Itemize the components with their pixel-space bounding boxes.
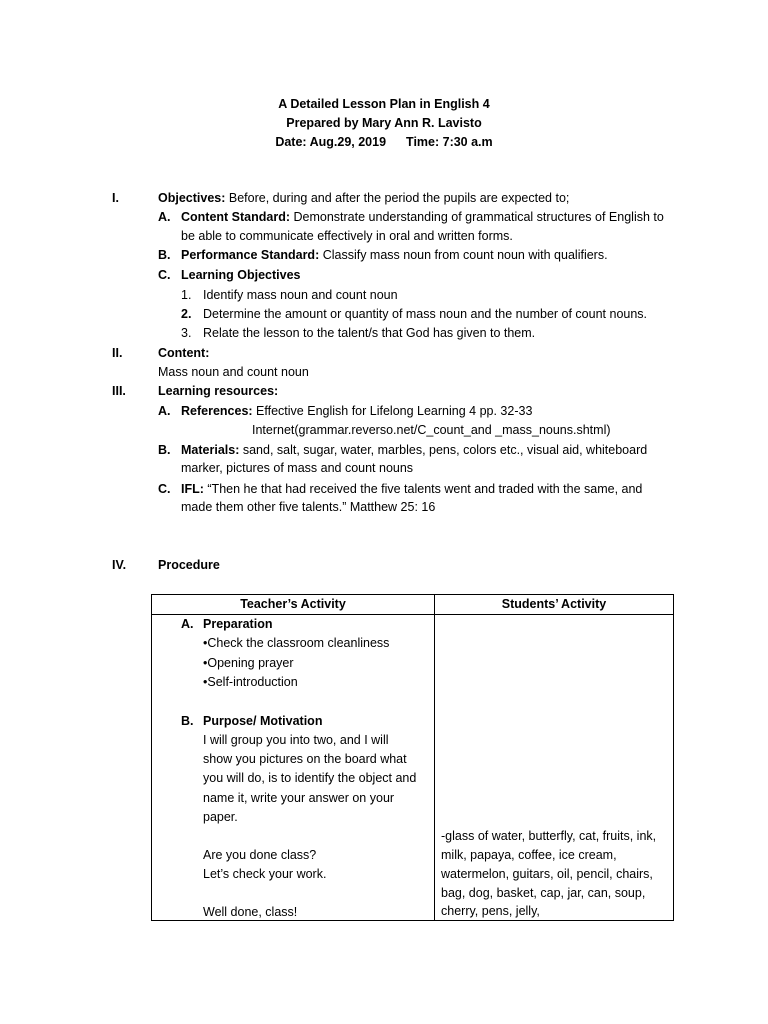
teacher-instruction: Let’s check your work. xyxy=(203,867,327,881)
teacher-activity-cell xyxy=(152,615,435,921)
learning-objectives-marker: C. xyxy=(158,268,171,282)
document-title: A Detailed Lesson Plan in English 4 xyxy=(278,97,490,111)
objective-item: Relate the lesson to the talent/s that God has given to them. xyxy=(203,326,536,340)
student-answer-line: milk, papaya, coffee, ice cream, xyxy=(441,848,617,862)
date-time-line xyxy=(0,132,768,152)
motivation-text: paper. xyxy=(203,810,238,824)
teacher-activity-header: Teacher’s Activity xyxy=(152,595,435,615)
time-text: Time: 7:30 a.m xyxy=(406,135,493,149)
ifl-line xyxy=(181,480,642,499)
ifl-text: “Then he that had received the five talents went and traded with the same, and xyxy=(203,482,643,496)
objective-item: Determine the amount or quantity of mass noun and the number of count nouns. xyxy=(203,307,648,321)
materials-text: sand, salt, sugar, water, marbles, pens, colors etc., visual aid, whiteboard xyxy=(239,443,648,457)
motivation-label: Purpose/ Motivation xyxy=(203,714,323,728)
section-numeral-2: II. xyxy=(112,346,123,360)
prepared-by: Prepared by Mary Ann R. Lavisto xyxy=(286,116,482,130)
student-answer-line: -glass of water, butterfly, cat, fruits, ink, xyxy=(441,829,657,843)
motivation-text: show you pictures on the board what xyxy=(203,752,407,766)
procedure-label: Procedure xyxy=(158,558,220,572)
table-header-row xyxy=(152,595,674,615)
table-row xyxy=(152,615,674,921)
materials-line xyxy=(181,441,647,460)
preparation-marker: A. xyxy=(181,617,194,631)
references-internet: Internet(grammar.reverso.net/C_count_and _mass_nouns.shtml) xyxy=(252,423,611,437)
references-label: References: xyxy=(181,404,253,418)
ifl-marker: C. xyxy=(158,482,171,496)
content-standard-text-cont: be able to communicate effectively in oral and written forms. xyxy=(181,229,513,243)
content-label: Content: xyxy=(158,346,210,360)
preparation-label: Preparation xyxy=(203,617,273,631)
students-activity-cell xyxy=(435,615,674,921)
motivation-text: I will group you into two, and I will xyxy=(203,733,389,747)
objectives-label: Objectives: xyxy=(158,191,226,205)
resources-label: Learning resources: xyxy=(158,384,279,398)
content-standard-label: Content Standard: xyxy=(181,210,291,224)
learning-objectives-label: Learning Objectives xyxy=(181,268,301,282)
objective-num: 3. xyxy=(181,326,192,340)
objective-num: 1. xyxy=(181,288,192,302)
section-numeral-4: IV. xyxy=(112,558,127,572)
section-numeral-1: I. xyxy=(112,191,119,205)
materials-marker: B. xyxy=(158,443,171,457)
objectives-line xyxy=(158,189,569,208)
performance-standard-text: Classify mass noun from count noun with qualifiers. xyxy=(319,248,608,262)
content-standard-text: Demonstrate understanding of grammatical structures of English to xyxy=(290,210,664,224)
date-text: Date: Aug.29, 2019 xyxy=(275,135,387,149)
performance-standard-marker: B. xyxy=(158,248,171,262)
motivation-text: you will do, is to identify the object and xyxy=(203,771,417,785)
objective-num: 2. xyxy=(181,307,192,321)
teacher-praise: Well done, class! xyxy=(203,905,298,919)
references-text: Effective English for Lifelong Learning 4 pp. 32-33 xyxy=(252,404,533,418)
ifl-text-cont: made them other five talents.” Matthew 25: 16 xyxy=(181,500,436,514)
content-standard-marker: A. xyxy=(158,210,171,224)
section-numeral-3: III. xyxy=(112,384,126,398)
student-answer-line: cherry, pens, jelly, xyxy=(441,904,540,918)
procedure-table xyxy=(151,594,674,921)
ifl-label: IFL: xyxy=(181,482,204,496)
student-answer-line: bag, dog, basket, cap, jar, can, soup, xyxy=(441,886,646,900)
performance-standard-line xyxy=(181,246,608,265)
materials-text-cont: marker, pictures of mass and count nouns xyxy=(181,461,414,475)
preparation-item: •Self-introduction xyxy=(203,675,298,689)
objective-item: Identify mass noun and count noun xyxy=(203,288,398,302)
preparation-item: •Opening prayer xyxy=(203,656,294,670)
preparation-item: •Check the classroom cleanliness xyxy=(203,636,390,650)
references-line xyxy=(181,402,532,421)
teacher-question: Are you done class? xyxy=(203,848,317,862)
motivation-marker: B. xyxy=(181,714,194,728)
references-marker: A. xyxy=(158,404,171,418)
objectives-text: Before, during and after the period the pupils are expected to; xyxy=(225,191,570,205)
student-answer-line: watermelon, guitars, oil, pencil, chairs, xyxy=(441,867,653,881)
students-activity-header: Students’ Activity xyxy=(435,595,674,615)
content-standard-line xyxy=(181,208,664,227)
motivation-text: name it, write your answer on your xyxy=(203,791,395,805)
content-text: Mass noun and count noun xyxy=(158,365,309,379)
materials-label: Materials: xyxy=(181,443,240,457)
performance-standard-label: Performance Standard: xyxy=(181,248,320,262)
